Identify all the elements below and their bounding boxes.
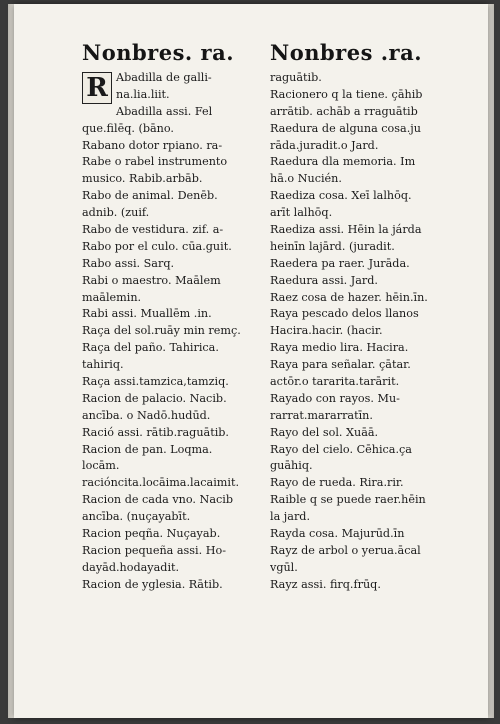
entry-line: Raya pescado delos llanos xyxy=(270,307,419,321)
entry-line: Racion de cada vno. Nacib xyxy=(82,493,233,507)
entry-line: locām. xyxy=(82,459,120,473)
entry-line: adnib. (zuif. xyxy=(82,206,150,220)
entry-line: Raediza assi. Hēin la járda xyxy=(270,223,422,237)
entry-line: raguātib. xyxy=(270,71,322,84)
entry-line: actōr.o tararita.tarārit. xyxy=(270,375,400,389)
entry-line: Rayo del cielo. Cēhica.ça xyxy=(270,442,412,456)
right-column xyxy=(270,40,452,594)
entry-line: rāda.juradit.o Jard. xyxy=(270,138,379,152)
entry-line: ancība. o Nadō.hudūd. xyxy=(82,408,211,422)
entry-line: tahiriq. xyxy=(82,358,124,372)
entry-line: hā.o Nucién. xyxy=(270,172,342,186)
entry-line: Rabano dotor rpiano. ra- xyxy=(82,138,223,152)
entry-line: Raça del sol.ruāy min remç. xyxy=(82,324,241,338)
entry-line: Abadilla de galli- xyxy=(116,71,212,84)
entry-line: Racion de pan. Loqma. xyxy=(82,442,213,456)
entry-line: que.filēq. (bāno. xyxy=(82,121,174,135)
entry-line: Rabo por el culo. cūa.guit. xyxy=(82,239,232,253)
entry-line: na.lia.liit. xyxy=(116,87,170,101)
entry-line: Rabo de vestidura. zif. a- xyxy=(82,223,224,237)
entry-line: Raedura de alguna cosa.ju xyxy=(270,121,421,135)
entry-line: Rayz assi. firq.frūq. xyxy=(270,577,381,591)
entry-line: Rayda cosa. Majurūd.īn xyxy=(270,527,405,541)
left-entries xyxy=(82,121,264,594)
entry-line: Racion de yglesia. Rātib. xyxy=(82,577,223,591)
entry-line: guāhiq. xyxy=(270,459,313,473)
entry-line: Raedura assi. Jard. xyxy=(270,273,378,287)
right-entries xyxy=(270,70,452,594)
entry-line: Racion peqña. Nuçayab. xyxy=(82,527,221,541)
entry-line: Rabi assi. Muallēm .in. xyxy=(82,307,212,321)
entry-line: la jard. xyxy=(270,510,311,524)
entry-line: Rabo de animal. Denēb. xyxy=(82,189,218,203)
entry-line: ancība. (nuçayabīt. xyxy=(82,510,191,524)
entry-line: heinīn lajārd. (juradit. xyxy=(270,239,395,253)
entry-line: Racion de palacio. Nacib. xyxy=(82,391,227,405)
entry-line: vgūl. xyxy=(270,560,298,574)
entry-line: arrātib. achāb a rraguātib xyxy=(270,104,418,118)
entry-line: arīt lalhōq. xyxy=(270,206,333,220)
entry-line: racióncita.locāima.lacaimit. xyxy=(82,476,240,490)
entry-line: maālemin. xyxy=(82,290,142,304)
entry-line: Hacira.hacir. (hacir. xyxy=(270,324,383,338)
entry-line: Raça assi.tamzica,tamziq. xyxy=(82,375,229,389)
entry-line: Rayo de rueda. Rira.rir. xyxy=(270,476,404,490)
entry-line: Ració assi. rātib.raguātib. xyxy=(82,425,229,439)
entry-line: Raible q se puede raer.hēin xyxy=(270,493,426,507)
entry-line: musico. Rabib.arbāb. xyxy=(82,172,203,186)
entry-line: Rayz de arbol o yerua.ācal xyxy=(270,543,421,557)
entry-line: Racion pequeña assi. Ho- xyxy=(82,543,227,557)
entry-line: Rabi o maestro. Maālem xyxy=(82,273,221,287)
entry-line: Raya medio lira. Hacira. xyxy=(270,341,409,355)
entry-line: Raediza cosa. Xeī lalhōq. xyxy=(270,189,412,203)
entry-line: Rayado con rayos. Mu- xyxy=(270,391,400,405)
entry-line: Rabo assi. Sarq. xyxy=(82,256,175,270)
decorated-initial: R xyxy=(82,72,112,104)
left-column xyxy=(82,40,264,594)
entry-line: Racionero q la tiene. çāhib xyxy=(270,87,423,101)
entry-line: dayād.hodayadit. xyxy=(82,560,180,574)
page-edge-right xyxy=(488,4,494,718)
entry-line: Rabe o rabel instrumento xyxy=(82,155,228,169)
entry-line: Raez cosa de hazer. hēin.īn. xyxy=(270,290,428,304)
entry-line: rarrat.mararratīn. xyxy=(270,408,373,422)
left-running-head: Nonbres. ra. xyxy=(82,40,235,65)
entry-line: Rayo del sol. Xuāā. xyxy=(270,425,379,439)
right-running-head: Nonbres .ra. xyxy=(270,40,423,65)
entry-line: Raedura dla memoria. Im xyxy=(270,155,416,169)
entry-line: Raedera pa raer. Jurāda. xyxy=(270,256,410,270)
entry-line: Abadilla assi. Fel xyxy=(116,104,213,118)
opening-entry xyxy=(82,70,264,121)
entry-line: Raya para señalar. çātar. xyxy=(270,358,411,372)
entry-line: Raça del paño. Tahirica. xyxy=(82,341,219,355)
